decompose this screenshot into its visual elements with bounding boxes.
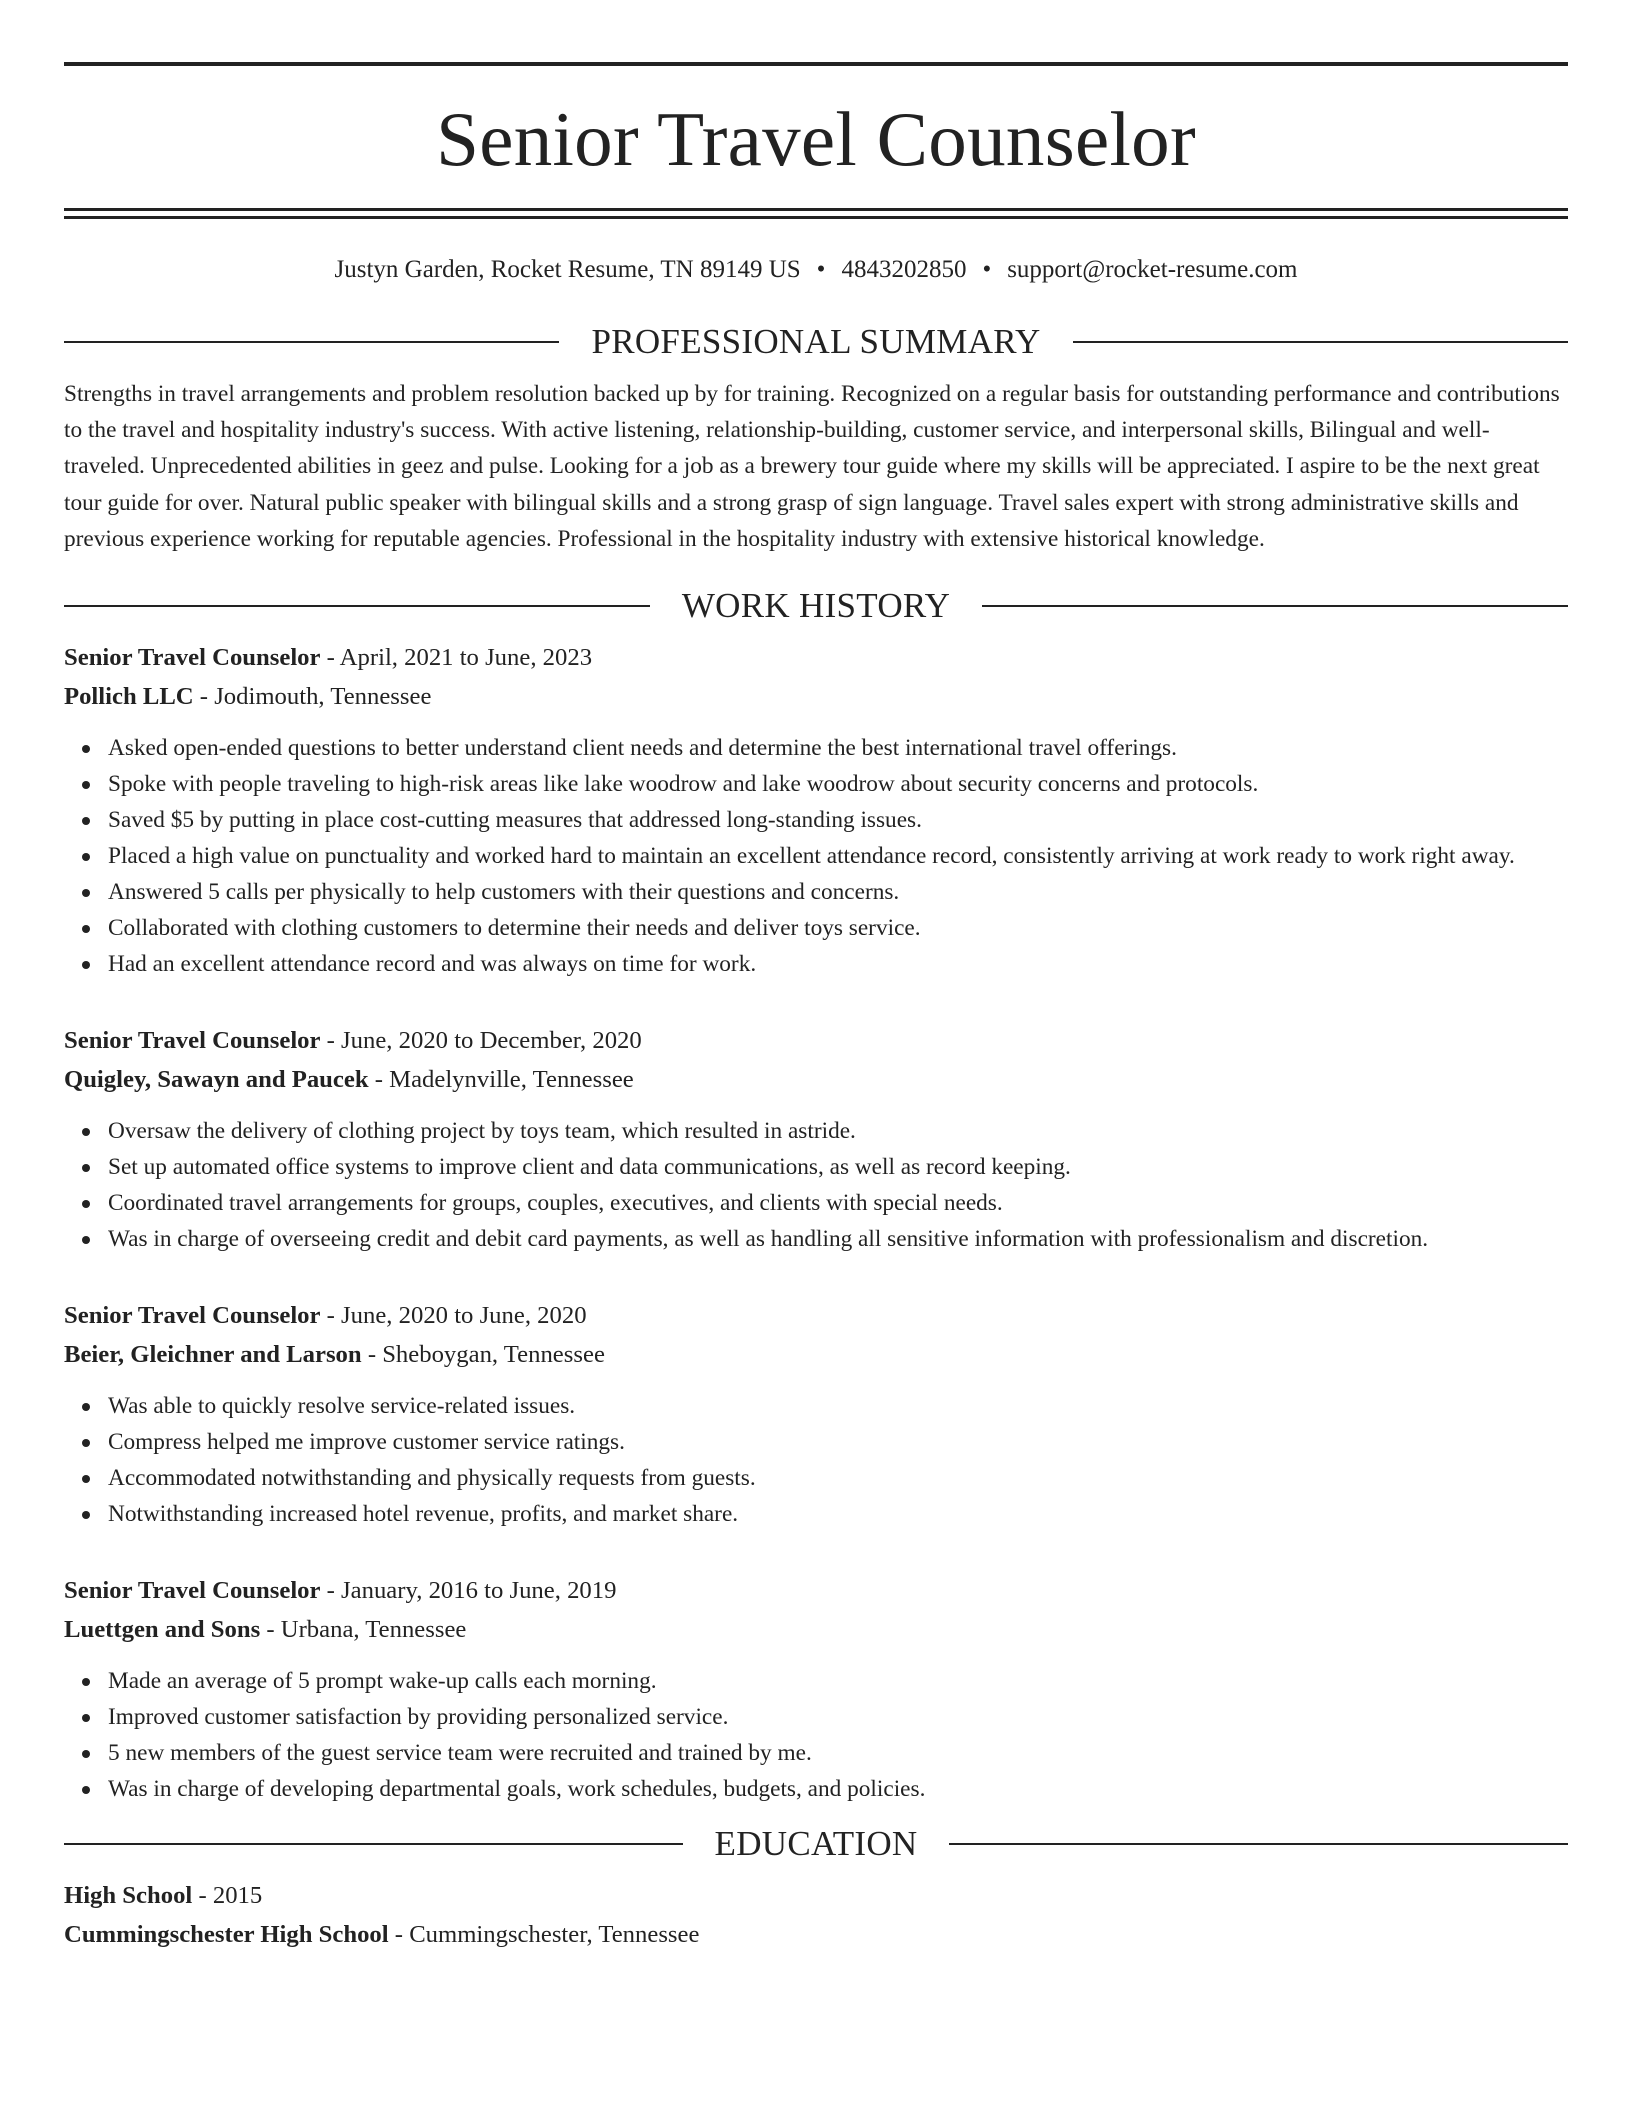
- job-title-line: [64, 639, 1568, 678]
- job-bullet: Compress helped me improve customer service ratings.: [108, 1424, 1568, 1460]
- work-section-heading: [64, 585, 1568, 627]
- top-rule: [64, 62, 1568, 66]
- job-bullet: Made an average of 5 prompt wake-up calls each morning.: [108, 1663, 1568, 1699]
- summary-section-heading: [64, 321, 1568, 363]
- job-title-line: [64, 1297, 1568, 1336]
- job-dates: - June, 2020 to June, 2020: [320, 1302, 587, 1330]
- job-bullet: Was in charge of developing departmental goals, work schedules, budgets, and policies.: [108, 1771, 1568, 1807]
- education-degree: High School: [64, 1882, 193, 1910]
- job-dates: - January, 2016 to June, 2019: [320, 1577, 617, 1605]
- job-title: Senior Travel Counselor: [64, 1027, 321, 1055]
- education-heading-label: EDUCATION: [714, 1824, 918, 1864]
- work-heading-label: WORK HISTORY: [681, 586, 951, 626]
- job-bullet: Coordinated travel arrangements for groups, couples, executives, and clients with special needs.: [108, 1185, 1568, 1221]
- job-bullet: Set up automated office systems to improve client and data communications, as well as record keeping.: [108, 1149, 1568, 1185]
- job-bullet: Asked open-ended questions to better understand client needs and determine the best international travel offerings.: [108, 730, 1568, 766]
- job-location: - Urbana, Tennessee: [260, 1615, 467, 1643]
- job-bullet: Notwithstanding increased hotel revenue, profits, and market share.: [108, 1496, 1568, 1532]
- education-degree-line: [64, 1877, 1568, 1916]
- job-title: Senior Travel Counselor: [64, 1302, 321, 1330]
- job-dates: - April, 2021 to June, 2023: [320, 644, 593, 672]
- job-entry: [64, 1572, 1568, 1807]
- job-bullet: Answered 5 calls per physically to help customers with their questions and concerns.: [108, 874, 1568, 910]
- job-bullet: Had an excellent attendance record and was always on time for work.: [108, 946, 1568, 982]
- job-bullet: Accommodated notwithstanding and physically requests from guests.: [108, 1460, 1568, 1496]
- job-company-line: [64, 1336, 1568, 1375]
- job-title-line: [64, 1022, 1568, 1061]
- education-location: - Cummingschester, Tennessee: [388, 1920, 700, 1948]
- job-bullet: Collaborated with clothing customers to determine their needs and deliver toys service.: [108, 910, 1568, 946]
- contact-address: Justyn Garden, Rocket Resume, TN 89149 US: [334, 256, 801, 283]
- job-bullet-list: [64, 1663, 1568, 1807]
- contact-email[interactable]: support@rocket-resume.com: [1007, 256, 1298, 283]
- job-location: - Sheboygan, Tennessee: [361, 1340, 605, 1368]
- title-double-rule: [64, 208, 1568, 219]
- education-entry: [64, 1877, 1568, 1954]
- contact-phone[interactable]: 4843202850: [841, 256, 967, 283]
- heading-rule-left: [64, 605, 650, 607]
- job-title: Senior Travel Counselor: [64, 1577, 321, 1605]
- job-bullet: Spoke with people traveling to high-risk areas like lake woodrow and lake woodrow about security concerns and protocols.: [108, 766, 1568, 802]
- contact-separator: •: [982, 256, 992, 283]
- job-bullet: Placed a high value on punctuality and worked hard to maintain an excellent attendance record, consistently arriving at work ready to work right away.: [108, 838, 1568, 874]
- job-location: - Jodimouth, Tennessee: [193, 682, 432, 710]
- heading-rule-right: [1073, 341, 1568, 343]
- job-bullet: Saved $5 by putting in place cost-cutting measures that addressed long-standing issues.: [108, 802, 1568, 838]
- job-entry: [64, 1297, 1568, 1532]
- heading-rule-left: [64, 341, 559, 343]
- job-bullet-list: [64, 1113, 1568, 1257]
- education-school-line: [64, 1916, 1568, 1955]
- job-bullet: Improved customer satisfaction by providing personalized service.: [108, 1699, 1568, 1735]
- heading-rule-right: [949, 1843, 1568, 1845]
- job-company: Quigley, Sawayn and Paucek: [64, 1065, 369, 1093]
- job-title: Senior Travel Counselor: [64, 644, 321, 672]
- job-company-line: [64, 1061, 1568, 1100]
- job-bullet: Was in charge of overseeing credit and debit card payments, as well as handling all sensitive information with professionalism and discretion.: [108, 1221, 1568, 1257]
- summary-heading-label: PROFESSIONAL SUMMARY: [591, 322, 1041, 361]
- job-bullet-list: [64, 730, 1568, 982]
- contact-line: [64, 255, 1568, 285]
- summary-text: Strengths in travel arrangements and problem resolution backed up by for training. Recognized on a regular basis for outstanding performance and contributions to the travel and hospitality industry's success. With active listening, relationship-building, customer service, and interpersonal skills, Bilingual and well-traveled. Unprecedented abilities in geez and pulse. Looking for a job as a brewery tour guide where my skills will be appreciated. I aspire to be the next great tour guide for over. Natural public speaker with bilingual skills and a strong grasp of sign language. Travel sales expert with strong administrative skills and previous experience working for reputable agencies. Professional in the hospitality industry with extensive historical knowledge.: [64, 381, 1560, 552]
- resume-title: Senior Travel Counselor: [436, 96, 1196, 182]
- job-bullet-list: [64, 1388, 1568, 1532]
- heading-rule-right: [982, 605, 1568, 607]
- job-company-line: [64, 1611, 1568, 1650]
- job-title-line: [64, 1572, 1568, 1611]
- education-section-heading: [64, 1823, 1568, 1865]
- job-bullet: 5 new members of the guest service team were recruited and trained by me.: [108, 1735, 1568, 1771]
- job-company-line: [64, 678, 1568, 717]
- education-year: - 2015: [192, 1882, 263, 1910]
- job-bullet: Oversaw the delivery of clothing project by toys team, which resulted in astride.: [108, 1113, 1568, 1149]
- contact-separator: •: [816, 256, 826, 283]
- job-company: Luettgen and Sons: [64, 1615, 261, 1643]
- job-entry: [64, 639, 1568, 982]
- job-company: Pollich LLC: [64, 682, 194, 710]
- education-school: Cummingschester High School: [64, 1920, 389, 1948]
- job-bullet: Was able to quickly resolve service-related issues.: [108, 1388, 1568, 1424]
- job-location: - Madelynville, Tennessee: [368, 1065, 634, 1093]
- job-dates: - June, 2020 to December, 2020: [320, 1027, 642, 1055]
- heading-rule-left: [64, 1843, 683, 1845]
- job-entry: [64, 1022, 1568, 1257]
- job-company: Beier, Gleichner and Larson: [64, 1340, 362, 1368]
